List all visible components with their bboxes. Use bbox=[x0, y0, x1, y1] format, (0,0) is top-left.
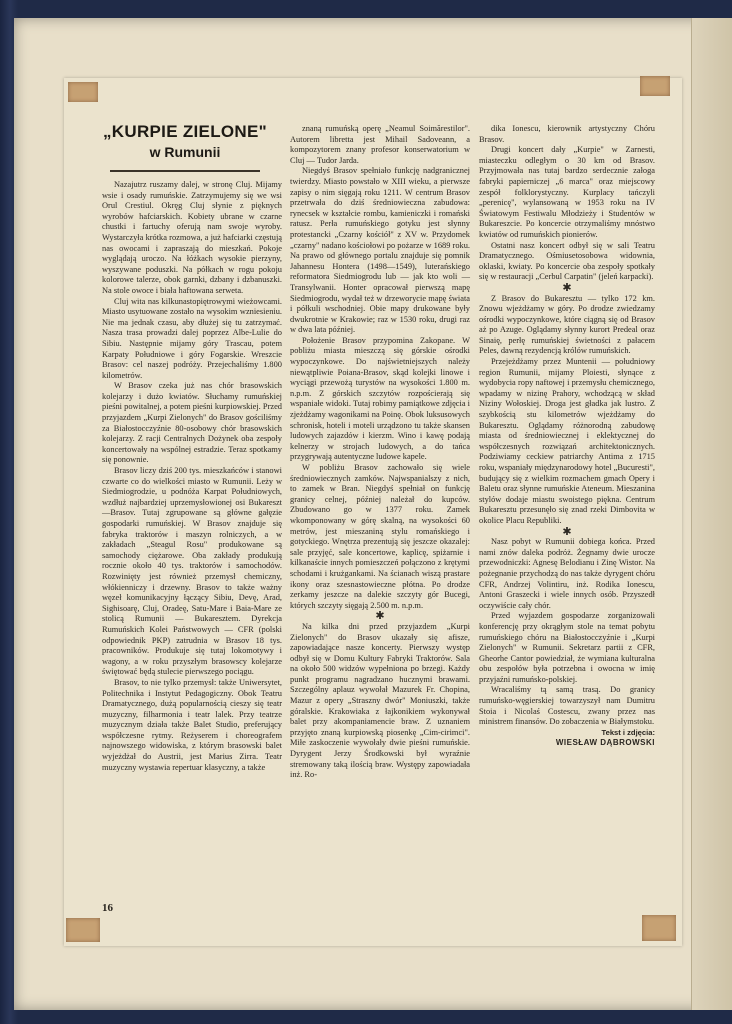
section-separator: ✱ bbox=[562, 281, 572, 294]
adhesive-tape bbox=[642, 915, 676, 941]
adhesive-tape bbox=[68, 82, 98, 102]
column-1 bbox=[102, 180, 282, 773]
adhesive-tape bbox=[640, 76, 670, 96]
byline-author: WIESŁAW DĄBROWSKI bbox=[555, 738, 655, 748]
adhesive-tape bbox=[66, 918, 100, 942]
page-edge bbox=[691, 18, 732, 1010]
newspaper-clipping bbox=[64, 78, 682, 946]
paragraph: Nazajutrz ruszamy dalej, w stronę Cluj. Mijamy wsie i osady rumuńskie. Zatrzymujemy się we wsi Orul Crestiul. Okręg Cluj słynie z pięknych wyrobów hafciarskich. Kobiety ubrane w czarne chustki i fartuchy oferują nam swoje wyroby. Wystarczyła krótka rozmowa, a już hafciarki częstują nas owocami i zapraszają do mieszkań. Pokoje wyglądają uroczo. Na łóżkach wysokie pierzyny, wyszywane poduszki. Na półkach w rogu pokoju kolorowe talerze, obok garnki, dzbany i dzbanuszki. Na stole owoce i biała haftowana serweta. bbox=[102, 180, 282, 295]
column-3 bbox=[479, 124, 655, 749]
paragraph: Niegdyś Brasov spełniało funkcję nadgranicznej twierdzy. Miasto powstało w XIII wieku, a pierwsze zapisy o nim sięgają roku 1211. W centrum Brasov przetrwała do dziś średniowieczna zabudowa: rynecsek w kształcie rombu, kamieniczki i romański ratusz. Perła rumuńskiego gotyku jest słynny protestancki „Czarny kościół" z XV w. Przydomek „czarny" nadano kościołowi po pożarze w 1689 roku. Na prawo od głównego portalu znajduje się pomnik Jahannesu Hontera (1498—1549), luterańskiego reformatora Siedmiogrodu lub — jak kto woli — Transylwanii. Honter opracował pierwszą mapę Siedmiogrodu, wydał też w drzeworycie mapę świata i półkuli wschodniej. Obie mapy drukowane były dwukrotnie w Krakowie; raz w 1530 roku, drugi raz w dwa lata później. bbox=[290, 166, 470, 335]
paragraph: Przejeżdżamy przez Muntenii — południowy region Rumunii, mijamy Ploiesti, słynące z wydobycia ropy naftowej i przemysłu chemicznego, wpadamy w nizinę Prahory, wchodzącą w skład Niziny Wołoskiej. Droga jest gładka jak lustro. Z szybkością stu kilometrów wjeżdżamy do Bukaresztu. Oglądamy różnorodną zabudowę miasta od średniowiecznej i eklektycznej do współczesnych rozwiązań architektonicznych. Podziwiamy ceckiew patriarchy Antima z 1715 roku, wspaniały międzynarodowy hotel „Bucuresti", budujący się z wielkim rozmachem gmach Opery i Baletu oraz słynne rumuńskie Ateneum. Mieszanina stylów dodaje miastu swoistego piękna. Centrum Bukaresztu przesunęło się znad rzeki Dimbovita w okolice Placu Republiki. bbox=[479, 357, 655, 525]
paragraph: Z Brasov do Bukaresztu — tylko 172 km. Znowu wjeżdżamy w góry. Po drodze zwiedzamy ośrodki wypoczynkowe, które ciągną się od Brasov aż po Azuge. Oglądamy słynny kurort Predeal oraz Sinaię, perłę rumuńskiej świetności z pałacem Peles, dawną rezydencją królów rumuńskich. bbox=[479, 293, 655, 356]
paragraph: W Brasov czeka już nas chór brasowskich kolejarzy i dużo kwiatów. Słuchamy rumuńskiej pieśni powitalnej, a potem pieśni kurpiowskiej. Przed przyjazdem „Kurpi Zielonych" do Brasov gościliśmy za Białostocczyźnie 80-osobowy chór brasowskich kolejarzy. Z racji Centralnych Dożynek oba zespoły koncertowały na wspólnej estradzie. Teraz spotkamy się ponownie. bbox=[102, 381, 282, 465]
paragraph: Brasov liczy dziś 200 tys. mieszkańców i stanowi czwarte co do wielkości miasto w Rumunii. Leży w Siedmiogrodzie, u podnóża Karpat Południowych, wzdłuż najbardziej uprzemysłowionej osi Bukareszt—Brasov. Tutaj zgrupowane są główne gałęzie gospodarki rumuńskiej. W Brasov znajduje się fabryka traktorów i maszyn rolniczych, a w zakładach „Steagul Rosu" produkowane są samochody ciężarowe. Oba zakłady produkują rocznie około 40 tys. traktorów i samochodów. Rozwinięty jest również przemysł chemiczny, włókienniczy i drzewny. Brasov to także ważny węzeł komunikacyjny łączący Sibiu, Devę, Arad, Sighisoarę, Cluj, Oradeę, Satu-Mare i Baia-Mare ze stolicą Rumunii — Bukaresztem. Dyrekcja Rumuńskich Kolei Państwowych — CFR (polski odpowiednik PKP) zatrudnia w Brasov 18 tys. pracowników. Produkuje się tutaj lokomotywy i wagony, a w roku przyszłym brasowscy kolejarze świętować będą stulecie pierwszego pociągu. bbox=[102, 466, 282, 677]
section-separator: ✱ bbox=[375, 610, 385, 623]
paragraph: znaną rumuńską operę „Neamul Soimărestilor". Autorem libretta jest Mihail Sadoveann, a kompozytorem znany profesor konserwatorium w Cluj — Tudor Jarda. bbox=[290, 124, 470, 165]
paragraph: Nasz pobyt w Rumunii dobiega końca. Przed nami znów daleka podróż. Żegnamy dwie urocze przewodniczki: Agnesę Belodianu i Zinę Wistor. Na pożegnanie przychodzą do nas także dyrygent chóru CFR, Andrzej Volintiru, inż. Rodika Ionescu, Antoni Graszecki i wiele innych osób. Przyszedł oczywiście cały chór. bbox=[479, 537, 655, 610]
paragraph: Cluj wita nas kilkunastopiętrowymi wieżowcami. Miasto usytuowane zostało na wysokim wzniesieniu. Nie ma jednak czasu, aby dłużej się tu zatrzymać. Nasza trasa prowadzi dalej poprzez Albe-Lulie do Sibiu. Następnie mijamy góry Trascau, potem Karpaty Południowe i góry Fogarskie. Wreszcie Brasov: cel naszej podróży. Przejechaliśmy 1.800 kilometrów. bbox=[102, 296, 282, 380]
paragraph: dika Ionescu, kierownik artystyczny Chóru Brasov. bbox=[479, 124, 655, 144]
column-2 bbox=[290, 124, 470, 781]
byline-label: Tekst i zdjęcia: bbox=[601, 727, 655, 737]
paragraph: Brasov, to nie tylko przemysł: także Uniwersytet, Politechnika i Instytut Pedagogiczny. Obok Teatru Dramatycznego, dużą popularnością cieszy się teatr muzyczny, filharmonia i teatr lalek. Przy teatrze muzycznym działa także Balet Studio, preferujący współczesne rytmy. Reżyserem i choreografem najnowszego widowiska, z którym brasowski balet wyjeżdżał do Austrii, jest Marius Zirra. Teatr muzyczny wystawia repertuar klasyczny, a także bbox=[102, 677, 282, 772]
title-rule bbox=[110, 170, 260, 172]
paragraph: Wracaliśmy tą samą trasą. Do granicy rumuńsko-węgierskiej towarzyszył nam Dumitru Stoia i Nicolaś Costescu, zwany przez nas ministrem finansów. Do zobaczenia w Białymstoku. bbox=[479, 685, 655, 727]
paragraph: Na kilka dni przed przyjazdem „Kurpi Zielonych" do Brasov ukazały się afisze, zapowiadające nasze koncerty. Pierwszy występ odbył się w Domu Kultury Fabryki Traktorów. Sala na około 500 widzów wypełniona po brzegi. Każdy punkt programu nagradzano hucznymi brawami. Szczególny aplauz wywołał Mazurek Fr. Chopina, Mazur z opery „Straszny dwór" Moniuszki, także góralskie. Krakowiaka z łajkonikiem wykonywał balet przy akompaniamencie braw. Z uznaniem przyjęto znaną kurpiowską piosenkę „Cim-cirimci". Miłe zaskoczenie wywołały dwie pieśni rumuńskie. Dyrygent Jerzy Środkowski był wyraźnie stremowany taką ilością braw. Występy zapowiadała inż. Ro- bbox=[290, 621, 470, 780]
paragraph: Ostatni nasz koncert odbył się w sali Teatru Dramatycznego. Ośmiusetosobowa widownia, oklaski, kwiaty. Po koncercie oba zespoły spotkały się w restauracji „Cerbul Carpatin" (jeleń karpacki). bbox=[479, 240, 655, 282]
article-title: „KURPIE ZIELONE" bbox=[103, 122, 267, 141]
article-subtitle: w Rumunii bbox=[149, 144, 221, 160]
paragraph: Drugi koncert dały „Kurpie" w Zarnesti, miasteczku odległym o 30 km od Brasov. Przyjmowała nas tutaj bardzo serdecznie załoga fabryki papierniczej „6 marca" oraz miejscowy zespół folklorystyczny. Kurplacy tańczyli „perenicę", wylansowaną w 1953 roku na IV Światowym Festiwalu Młodzieży i Studentów w Bukareszcie. Po koncercie otrzymaliśmy mnóstwo kwiatów od rumuńskich pionierów. bbox=[479, 145, 655, 239]
paragraph: Położenie Brasov przypomina Zakopane. W pobliżu miasta mieszczą się górskie ośrodki wypoczynkowe. Do najświetniejszych należy niewątpliwie Poiana-Brasov, skąd kolejki linowe i wyciągi przewożą turystów na wysokości 1.800 m. n.p.m. Z górskich szczytów rozpościerają się wspaniałe widoki. Tutaj robimy pamiątkowe zdjęcia i zjeżdżamy wagonikami na Poinę. Obok luksusowych schronisk, hoteli i moteli urządzono tu także skansen ludowych zajazdów i kierzm. Wino i kawę podają kelnerzy w strojach ludowych, a do tańca przygrywają autentyczne ludowe kapele. bbox=[290, 335, 470, 462]
section-separator: ✱ bbox=[562, 525, 572, 538]
page-number: 16 bbox=[102, 902, 113, 914]
paragraph: Przed wyjazdem gospodarze zorganizowali konferencję przy okrągłym stole na temat pobytu rumuńskiego chóru na Białostocczyźnie i „Kurpi Zielonych" w Rumunii. Sekretarz partii z CFR, Gheorhe Cantor powiedział, że wymiana kulturalna obu zespołów była potrzebna i owocna w imię przyjaźni rumuńsko-polskiej. bbox=[479, 611, 655, 684]
paragraph: W pobliżu Brasov zachowało się wiele średniowiecznych zamków. Najwspanialszy z nich, to zamek w Bran. Niegdyś spełniał on funkcję granicy celnej, później należał do kupców. Zbudowano go w 1377 roku. Zamek wkomponowany w górę skalną, na wysokości 60 metrów, jest mieszaniną stylu romańskiego i gotyckiego. Wnętrza prezentują się jeszcze okazalej: sale przyjęć, sale koncertowe, kaplicę, spiżarnie i kilkanaście innych pomieszczeń połączono z krętymi schodami i krużgankami. Na ścianach wiszą prastare ikony oraz szesnastowieczne płótna. Po drodze zerkamy jeszcze na dalekie szczyty gór Bucegi, których szczyty sięgają 2.500 m. n.p.m. bbox=[290, 463, 470, 610]
